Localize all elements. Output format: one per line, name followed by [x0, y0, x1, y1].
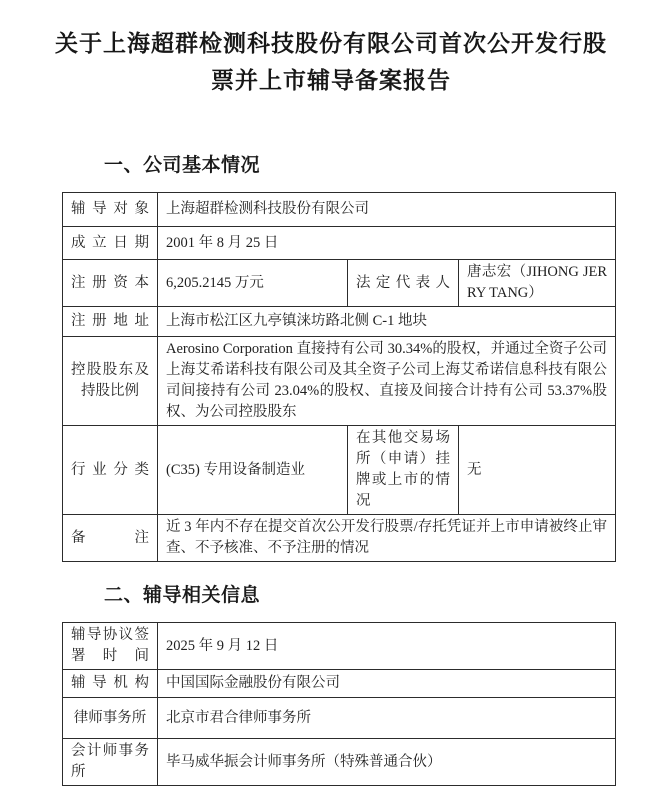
counseling-target-value: 上海超群检测科技股份有限公司 [158, 193, 616, 227]
legal-representative-value: 唐志宏（JIHONG JERRY TANG） [459, 260, 616, 307]
table-row [63, 515, 616, 562]
guidance-info-table [62, 622, 616, 786]
accounting-firm-label: 会计师事务所 [63, 739, 158, 786]
law-firm-value: 北京市君合律师事务所 [158, 698, 616, 739]
document-title [34, 26, 628, 100]
counseling-institution-label: 辅导机构 [63, 670, 158, 698]
agreement-signing-date-value: 2025 年 9 月 12 日 [158, 623, 616, 670]
remarks-value: 近 3 年内不存在提交首次公开发行股票/存托凭证并上市申请被终止审查、不予核准、不予注册的情况 [158, 515, 616, 562]
controlling-shareholder-label: 控股股东及持股比例 [63, 337, 158, 426]
table-row [63, 227, 616, 260]
legal-representative-label: 法定代表人 [348, 260, 459, 307]
company-basics-table [62, 192, 616, 562]
table-row [63, 739, 616, 786]
document-page [0, 26, 662, 780]
other-venue-listing-label: 在其他交易场所（申请）挂牌或上市的情况 [348, 426, 459, 515]
agreement-signing-date-label: 辅导协议签署时间 [63, 623, 158, 670]
table-row [63, 623, 616, 670]
controlling-shareholder-value: Aerosino Corporation 直接持有公司 30.34%的股权，并通过全资子公司上海艾希诺科技有限公司及其全资子公司上海艾希诺信息科技有限公司间接持有公司 23.04%的股权、直接及间接合计持有公司 53.37%股权、为公司控股股东 [158, 337, 616, 426]
table-row [63, 307, 616, 337]
section-heading-guidance-info: 二、辅导相关信息 [104, 584, 261, 606]
law-firm-label: 律师事务所 [63, 698, 158, 739]
industry-classification-label: 行业分类 [63, 426, 158, 515]
other-venue-listing-value: 无 [459, 426, 616, 515]
registered-capital-value: 6,205.2145 万元 [158, 260, 348, 307]
registered-capital-label: 注册资本 [63, 260, 158, 307]
founding-date-label: 成立日期 [63, 227, 158, 260]
document-title-line2: 票并上市辅导备案报告 [211, 68, 451, 94]
remarks-label: 备注 [63, 515, 158, 562]
table-row [63, 426, 616, 515]
section-heading-company-basics: 一、公司基本情况 [104, 154, 261, 176]
counseling-target-label: 辅导对象 [63, 193, 158, 227]
table-row [63, 337, 616, 426]
table-row [63, 260, 616, 307]
registered-address-label: 注册地址 [63, 307, 158, 337]
industry-classification-value: (C35) 专用设备制造业 [158, 426, 348, 515]
founding-date-value: 2001 年 8 月 25 日 [158, 227, 616, 260]
accounting-firm-value: 毕马威华振会计师事务所（特殊普通合伙） [158, 739, 616, 786]
table-row [63, 193, 616, 227]
registered-address-value: 上海市松江区九亭镇涞坊路北侧 C-1 地块 [158, 307, 616, 337]
counseling-institution-value: 中国国际金融股份有限公司 [158, 670, 616, 698]
table-row [63, 698, 616, 739]
document-title-line1: 关于上海超群检测科技股份有限公司首次公开发行股 [55, 31, 607, 57]
table-row [63, 670, 616, 698]
